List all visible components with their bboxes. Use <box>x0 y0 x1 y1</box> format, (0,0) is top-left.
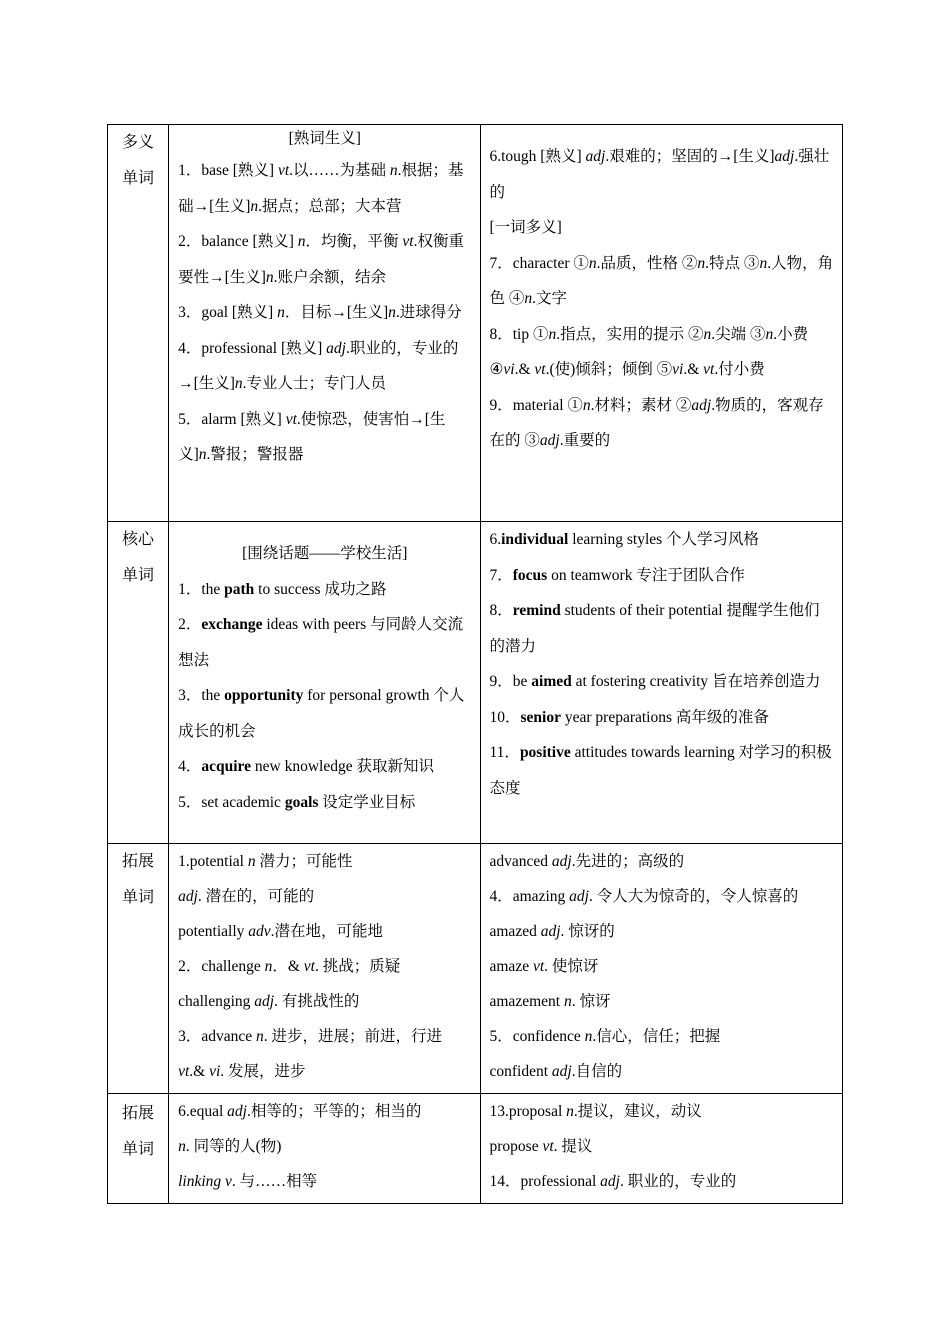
vocab-entry: 6.equal adj.相等的；平等的；相当的 <box>178 1103 422 1120</box>
vocab-entry: propose vt. 提议 <box>489 1138 593 1155</box>
vocab-entry: 14．professional adj. 职业的，专业的 <box>489 1173 737 1190</box>
vocab-entry: 4．professional [熟义] adj.职业的，专业的→[生义]n.专业人士；专门人员 <box>178 339 459 392</box>
vocab-entry: 9．material ①n.材料；素材 ②adj.物质的，客观存在的 ③adj.重要的 <box>489 396 824 449</box>
vocab-entry: 10．senior year preparations 高年级的准备 <box>489 708 769 726</box>
polysemy-left-cell <box>169 125 480 522</box>
entry-list <box>178 572 471 821</box>
section-heading: [熟词生义] <box>288 130 361 147</box>
vocabulary-table <box>107 124 843 1204</box>
vocab-entry: potentially adv.潜在地，可能地 <box>178 923 384 940</box>
vocab-entry: amaze vt. 使惊讶 <box>489 958 599 975</box>
extension2-right-cell <box>480 1094 843 1204</box>
entry-list <box>178 844 471 1089</box>
vocab-entry: adj. 潜在的，可能的 <box>178 888 315 905</box>
row-label-line: 单词 <box>122 1141 155 1158</box>
entry-list <box>178 1094 471 1199</box>
extension-right-cell <box>480 844 843 1094</box>
vocab-entry: amazed adj. 惊讶的 <box>489 923 615 940</box>
row-label-line: 核心 <box>122 531 155 548</box>
vocab-entry: challenging adj. 有挑战性的 <box>178 993 360 1010</box>
vocab-entry: 4．amazing adj. 令人大为惊奇的，令人惊喜的 <box>489 888 799 905</box>
row-label-line: 拓展 <box>122 853 155 870</box>
vocab-entry: 3．the opportunity for personal growth 个人成长的机会 <box>178 687 465 740</box>
vocab-entry: amazement n. 惊讶 <box>489 993 611 1010</box>
row-label-line: 单词 <box>122 170 155 187</box>
entry-list <box>178 153 471 473</box>
vocab-entry: 5．alarm [熟义] vt.使惊恐，使害怕→[生义]n.警报；警报器 <box>178 410 446 463</box>
vocab-entry: 2．challenge n．& vt. 挑战；质疑 <box>178 958 401 975</box>
vocab-entry: 9．be aimed at fostering creativity 旨在培养创造力 <box>489 673 821 690</box>
vocab-entry: advanced adj.先进的；高级的 <box>489 853 685 870</box>
row-label-core <box>108 522 169 844</box>
vocab-entry: 1．the path to success 成功之路 <box>178 580 387 598</box>
vocab-entry: 7．focus on teamwork 专注于团队合作 <box>489 566 745 584</box>
table-row <box>108 125 843 522</box>
vocab-entry: 3．advance n. 进步，进展；前进，行进 <box>178 1028 442 1045</box>
vocab-entry: 13.proposal n.提议，建议，动议 <box>489 1103 702 1120</box>
entry-list <box>490 522 835 806</box>
vocab-entry: 8．tip ①n.指点，实用的提示 ②n.尖端 ③n.小费 <box>489 325 809 343</box>
vocab-entry: 4．acquire new knowledge 获取新知识 <box>178 758 434 775</box>
extension-left-cell <box>169 844 480 1094</box>
section-heading: [围绕话题——学校生活] <box>242 545 408 562</box>
vocab-entry: 6.individual learning styles 个人学习风格 <box>489 531 760 548</box>
vocab-entry: 8．remind students of their potential 提醒学生他们的潜力 <box>489 602 820 655</box>
entry-list <box>490 1094 835 1199</box>
table-row <box>108 522 843 844</box>
extension2-left-cell <box>169 1094 480 1204</box>
vocab-entry: vt.& vi. 发展，进步 <box>178 1063 306 1080</box>
polysemy-right-cell <box>480 125 843 522</box>
vocab-entry: linking v. 与……相等 <box>178 1173 318 1190</box>
row-label-polysemy <box>108 125 169 522</box>
table-row <box>108 844 843 1094</box>
vocab-entry: 6.tough [熟义] adj.艰难的；坚固的→[生义]adj.强壮的 <box>489 148 830 201</box>
vocab-entry: 11．positive attitudes towards learning 对学习的积极态度 <box>489 744 832 797</box>
vocab-entry: 3．goal [熟义] n．目标→[生义]n.进球得分 <box>178 304 462 321</box>
row-label-extension-2 <box>108 1094 169 1204</box>
vocab-entry: 1．base [熟义] vt.以……为基础 n.根据；基础→[生义]n.据点；总部；大本营 <box>178 162 464 215</box>
vocab-entry: ④vi.& vt.(使)倾斜；倾倒 ⑤vi.& vt.付小费 <box>489 361 765 378</box>
vocab-entry: 2．exchange ideas with peers 与同龄人交流想法 <box>178 616 464 669</box>
vocab-entry: 1.potential n 潜力；可能性 <box>178 853 353 870</box>
row-label-line: 单词 <box>122 889 155 906</box>
row-label-line: 多义 <box>122 134 155 151</box>
entry-list <box>490 139 835 459</box>
core-left-cell <box>169 522 480 844</box>
vocab-entry: 7．character ①n.品质，性格 ②n.特点 ③n.人物，角色 ④n.文字 <box>489 254 834 307</box>
vocab-entry: 5．set academic goals 设定学业目标 <box>178 793 416 811</box>
row-label-line: 拓展 <box>122 1105 155 1122</box>
vocab-entry: 2．balance [熟义] n．均衡，平衡 vt.权衡重要性→[生义]n.账户余额，结余 <box>178 233 464 286</box>
table-row <box>108 1094 843 1204</box>
row-label-line: 单词 <box>122 567 155 584</box>
vocab-entry: [一词多义] <box>489 219 562 236</box>
row-label-extension <box>108 844 169 1094</box>
vocab-entry: n. 同等的人(物) <box>178 1138 282 1155</box>
vocab-entry: confident adj.自信的 <box>489 1063 623 1080</box>
entry-list <box>490 844 835 1089</box>
vocab-entry: 5．confidence n.信心，信任；把握 <box>489 1028 721 1045</box>
core-right-cell <box>480 522 843 844</box>
